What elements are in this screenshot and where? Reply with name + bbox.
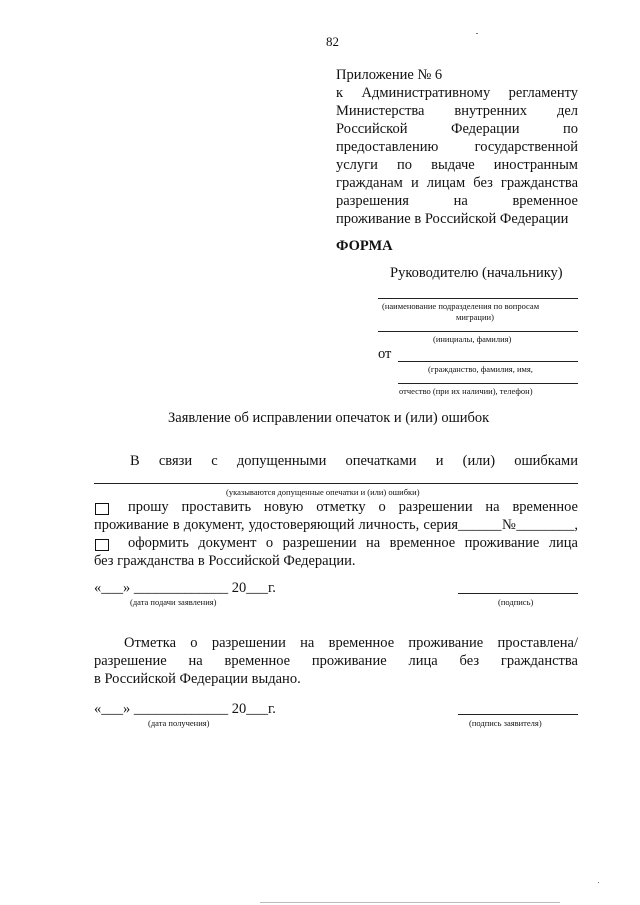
intro-text: В связи с допущенными опечатками и (или) ошибками [130,453,578,469]
errors-hint: (указываются допущенные опечатки и (или) ошибки) [226,487,420,497]
submission-date[interactable]: «___» _____________ 20___г. [94,580,276,596]
appendix-line: предоставлению государственной [336,139,578,155]
option1-checkbox[interactable] [95,503,109,515]
option1-text: прошу проставить новую отметку о разрешении на временное [128,499,578,515]
scan-speck [260,902,560,903]
document-title: Заявление об исправлении опечаток и (или) ошибок [168,410,490,426]
appendix-line: Российской Федерации по [336,121,578,137]
form-label: ФОРМА [336,238,393,254]
appendix-line: проживание в Российской Федерации [336,211,569,227]
from-label: от [378,346,392,362]
applicant-field[interactable] [398,361,578,362]
page-number: 82 [326,34,339,49]
initials-field[interactable] [378,331,578,332]
department-hint: миграции) [456,312,494,322]
mark-text: в Российской Федерации выдано. [94,671,301,687]
appendix-line: разрешения на временное [336,193,578,209]
appendix-line: Приложение № 6 [336,67,443,83]
signature-field[interactable] [458,593,578,594]
applicant-signature-hint: (подпись заявителя) [469,718,542,728]
mark-text: Отметка о разрешении на временное проживание проставлена/ [124,635,578,651]
citizenship-hint: (гражданство, фамилия, имя, [428,364,533,374]
signature-hint: (подпись) [498,597,534,607]
receipt-date[interactable]: «___» _____________ 20___г. [94,701,276,717]
appendix-line: Министерства внутренних дел [336,103,578,119]
scan-speck [598,882,599,883]
receipt-date-hint: (дата получения) [148,718,210,728]
appendix-line: гражданам и лицам без гражданства [336,175,578,191]
option1-text: проживание в документ, удостоверяющий личность, серия______№________, [94,517,578,533]
applicant-signature-field[interactable] [458,714,578,715]
initials-hint: (инициалы, фамилия) [433,334,512,344]
option2-checkbox[interactable] [95,539,109,551]
applicant-field-2[interactable] [398,383,578,384]
option2-text: оформить документ о разрешении на временное проживание лица [128,535,578,551]
appendix-line: услуги по выдаче иностранным [336,157,578,173]
department-field[interactable] [378,298,578,299]
patronymic-hint: отчество (при их наличии), телефон) [399,386,533,396]
errors-field[interactable] [94,483,578,484]
appendix-line: к Административному регламенту [336,85,578,101]
mark-text: разрешение на временное проживание лица без гражданства [94,653,578,669]
submission-date-hint: (дата подачи заявления) [130,597,217,607]
scan-speck [476,33,478,34]
option2-text: без гражданства в Российской Федерации. [94,553,356,569]
department-hint: (наименование подразделения по вопросам [382,301,540,311]
addressee-title: Руководителю (начальнику) [390,265,563,281]
